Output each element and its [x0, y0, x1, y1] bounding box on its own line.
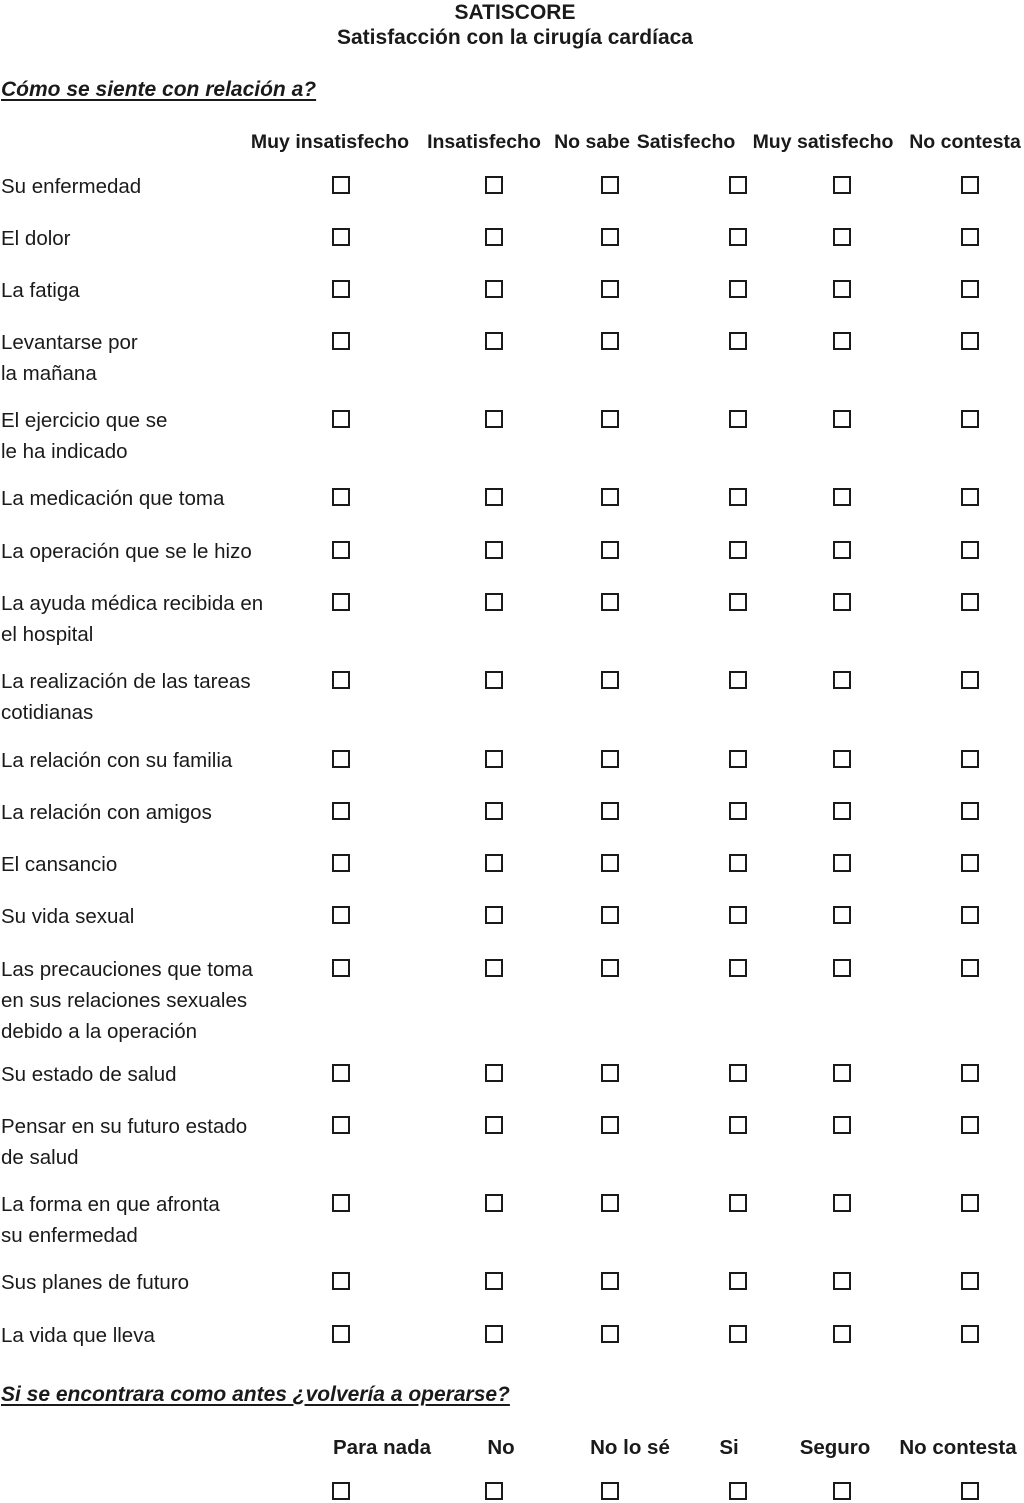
answer-header-no-contesta: No contesta: [899, 1436, 1017, 1459]
checkbox-no-sabe[interactable]: [601, 1272, 619, 1290]
checkbox-insatisfecho[interactable]: [485, 1116, 503, 1134]
question-label: El dolor: [1, 227, 71, 250]
checkbox-no-contesta[interactable]: [961, 228, 979, 246]
column-header-muy-insatisfecho: Muy insatisfecho: [250, 131, 410, 153]
question-label: La medicación que toma: [1, 487, 225, 510]
form-title: SATISCORE: [454, 1, 576, 24]
checkbox-no-sabe[interactable]: [601, 671, 619, 689]
checkbox-muy-insatisfecho[interactable]: [332, 906, 350, 924]
checkbox-no-sabe[interactable]: [601, 332, 619, 350]
checkbox-muy-insatisfecho[interactable]: [332, 280, 350, 298]
checkbox-no-sabe[interactable]: [601, 906, 619, 924]
checkbox-no-contesta[interactable]: [961, 671, 979, 689]
checkbox-satisfecho[interactable]: [729, 541, 747, 559]
checkbox-no-sabe[interactable]: [601, 1116, 619, 1134]
checkbox-muy-satisfecho[interactable]: [833, 959, 851, 977]
checkbox-muy-satisfecho[interactable]: [833, 1116, 851, 1134]
checkbox-no-contesta[interactable]: [961, 1194, 979, 1212]
checkbox-satisfecho[interactable]: [729, 332, 747, 350]
answer-header-para-nada: Para nada: [333, 1436, 431, 1459]
checkbox-muy-satisfecho[interactable]: [833, 488, 851, 506]
checkbox-muy-insatisfecho[interactable]: [332, 802, 350, 820]
checkbox-muy-insatisfecho[interactable]: [332, 671, 350, 689]
checkbox-insatisfecho[interactable]: [485, 906, 503, 924]
checkbox-insatisfecho[interactable]: [485, 1064, 503, 1082]
checkbox-muy-insatisfecho[interactable]: [332, 1116, 350, 1134]
checkbox-no-contesta[interactable]: [961, 906, 979, 924]
checkbox-si[interactable]: [729, 1482, 747, 1500]
checkbox-no-contesta[interactable]: [961, 1064, 979, 1082]
checkbox-muy-insatisfecho[interactable]: [332, 488, 350, 506]
checkbox-muy-insatisfecho[interactable]: [332, 593, 350, 611]
checkbox-no-sabe[interactable]: [601, 228, 619, 246]
section2-question: Si se encontrara como antes ¿volvería a operarse?: [1, 1383, 510, 1406]
question-label: Su enfermedad: [1, 175, 142, 198]
question-label: Su estado de salud: [1, 1063, 177, 1086]
question-label: La fatiga: [1, 279, 80, 302]
question-label: Pensar en su futuro estado de salud: [1, 1115, 248, 1169]
checkbox-no[interactable]: [485, 1482, 503, 1500]
answer-header-seguro: Seguro: [799, 1436, 871, 1459]
checkbox-muy-insatisfecho[interactable]: [332, 854, 350, 872]
checkbox-muy-satisfecho[interactable]: [833, 750, 851, 768]
checkbox-no-sabe[interactable]: [601, 280, 619, 298]
checkbox-muy-satisfecho[interactable]: [833, 228, 851, 246]
checkbox-insatisfecho[interactable]: [485, 332, 503, 350]
checkbox-insatisfecho[interactable]: [485, 1194, 503, 1212]
checkbox-muy-satisfecho[interactable]: [833, 802, 851, 820]
form-subtitle: Satisfacción con la cirugía cardíaca: [337, 26, 693, 49]
checkbox-no-sabe[interactable]: [601, 1064, 619, 1082]
checkbox-insatisfecho[interactable]: [485, 959, 503, 977]
column-header-no-sabe: No sabe: [554, 131, 630, 153]
checkbox-muy-insatisfecho[interactable]: [332, 750, 350, 768]
checkbox-insatisfecho[interactable]: [485, 228, 503, 246]
checkbox-satisfecho[interactable]: [729, 802, 747, 820]
checkbox-no-contesta[interactable]: [961, 802, 979, 820]
checkbox-satisfecho[interactable]: [729, 488, 747, 506]
checkbox-no-contesta[interactable]: [961, 1482, 979, 1500]
checkbox-satisfecho[interactable]: [729, 593, 747, 611]
question-label: Sus planes de futuro: [1, 1271, 190, 1294]
checkbox-no-contesta[interactable]: [961, 332, 979, 350]
checkbox-satisfecho[interactable]: [729, 1116, 747, 1134]
question-label: Las precauciones que toma en sus relaciones sexuales debido a la operación: [1, 958, 253, 1043]
checkbox-no-contesta[interactable]: [961, 1325, 979, 1343]
checkbox-satisfecho[interactable]: [729, 1325, 747, 1343]
checkbox-no-sabe[interactable]: [601, 176, 619, 194]
checkbox-no-sabe[interactable]: [601, 593, 619, 611]
checkbox-muy-satisfecho[interactable]: [833, 1194, 851, 1212]
checkbox-no-contesta[interactable]: [961, 541, 979, 559]
checkbox-satisfecho[interactable]: [729, 1272, 747, 1290]
checkbox-insatisfecho[interactable]: [485, 1325, 503, 1343]
checkbox-no-contesta[interactable]: [961, 593, 979, 611]
checkbox-muy-satisfecho[interactable]: [833, 1325, 851, 1343]
checkbox-muy-satisfecho[interactable]: [833, 541, 851, 559]
question-label: La forma en que afronta su enfermedad: [1, 1193, 220, 1247]
checkbox-seguro[interactable]: [833, 1482, 851, 1500]
checkbox-no-contesta[interactable]: [961, 1116, 979, 1134]
column-header-muy-satisfecho: Muy satisfecho: [752, 131, 894, 153]
question-label: Levantarse por la mañana: [1, 331, 138, 385]
checkbox-no-sabe[interactable]: [601, 802, 619, 820]
checkbox-insatisfecho[interactable]: [485, 671, 503, 689]
checkbox-no-contesta[interactable]: [961, 1272, 979, 1290]
question-label: La relación con amigos: [1, 801, 212, 824]
checkbox-no-sabe[interactable]: [601, 1325, 619, 1343]
checkbox-no-lo-se[interactable]: [601, 1482, 619, 1500]
checkbox-no-contesta[interactable]: [961, 854, 979, 872]
question-label: El ejercicio que se le ha indicado: [1, 409, 168, 463]
checkbox-muy-satisfecho[interactable]: [833, 671, 851, 689]
checkbox-muy-satisfecho[interactable]: [833, 854, 851, 872]
question-label: La vida que lleva: [1, 1324, 155, 1347]
checkbox-insatisfecho[interactable]: [485, 593, 503, 611]
answer-header-no: No: [487, 1436, 515, 1459]
checkbox-insatisfecho[interactable]: [485, 410, 503, 428]
checkbox-insatisfecho[interactable]: [485, 541, 503, 559]
checkbox-satisfecho[interactable]: [729, 1194, 747, 1212]
checkbox-no-contesta[interactable]: [961, 176, 979, 194]
checkbox-no-contesta[interactable]: [961, 410, 979, 428]
checkbox-muy-insatisfecho[interactable]: [332, 1272, 350, 1290]
question-label: El cansancio: [1, 853, 118, 876]
checkbox-no-contesta[interactable]: [961, 959, 979, 977]
checkbox-para-nada[interactable]: [332, 1482, 350, 1500]
checkbox-satisfecho[interactable]: [729, 959, 747, 977]
question-label: La operación que se le hizo: [1, 540, 252, 563]
checkbox-no-sabe[interactable]: [601, 959, 619, 977]
checkbox-insatisfecho[interactable]: [485, 280, 503, 298]
checkbox-muy-satisfecho[interactable]: [833, 593, 851, 611]
answer-header-si: Si: [719, 1436, 739, 1459]
checkbox-no-sabe[interactable]: [601, 541, 619, 559]
checkbox-insatisfecho[interactable]: [485, 750, 503, 768]
checkbox-insatisfecho[interactable]: [485, 802, 503, 820]
question-label: Su vida sexual: [1, 905, 135, 928]
checkbox-no-sabe[interactable]: [601, 488, 619, 506]
question-label: La ayuda médica recibida en el hospital: [1, 592, 264, 646]
checkbox-insatisfecho[interactable]: [485, 1272, 503, 1290]
checkbox-satisfecho[interactable]: [729, 280, 747, 298]
checkbox-no-sabe[interactable]: [601, 750, 619, 768]
checkbox-muy-insatisfecho[interactable]: [332, 332, 350, 350]
checkbox-satisfecho[interactable]: [729, 750, 747, 768]
checkbox-satisfecho[interactable]: [729, 671, 747, 689]
checkbox-insatisfecho[interactable]: [485, 854, 503, 872]
checkbox-muy-satisfecho[interactable]: [833, 332, 851, 350]
checkbox-muy-satisfecho[interactable]: [833, 1272, 851, 1290]
question-label: La relación con su familia: [1, 749, 233, 772]
checkbox-muy-satisfecho[interactable]: [833, 176, 851, 194]
checkbox-insatisfecho[interactable]: [485, 488, 503, 506]
checkbox-muy-insatisfecho[interactable]: [332, 1325, 350, 1343]
checkbox-satisfecho[interactable]: [729, 228, 747, 246]
checkbox-satisfecho[interactable]: [729, 854, 747, 872]
checkbox-no-sabe[interactable]: [601, 854, 619, 872]
checkbox-muy-insatisfecho[interactable]: [332, 959, 350, 977]
checkbox-no-contesta[interactable]: [961, 488, 979, 506]
checkbox-muy-insatisfecho[interactable]: [332, 1194, 350, 1212]
checkbox-insatisfecho[interactable]: [485, 176, 503, 194]
checkbox-muy-satisfecho[interactable]: [833, 1064, 851, 1082]
checkbox-muy-insatisfecho[interactable]: [332, 176, 350, 194]
checkbox-no-sabe[interactable]: [601, 1194, 619, 1212]
checkbox-no-contesta[interactable]: [961, 280, 979, 298]
checkbox-muy-satisfecho[interactable]: [833, 410, 851, 428]
column-header-no-contesta: No contesta: [909, 131, 1021, 153]
checkbox-satisfecho[interactable]: [729, 410, 747, 428]
checkbox-muy-insatisfecho[interactable]: [332, 1064, 350, 1082]
checkbox-no-sabe[interactable]: [601, 410, 619, 428]
checkbox-satisfecho[interactable]: [729, 1064, 747, 1082]
checkbox-muy-insatisfecho[interactable]: [332, 410, 350, 428]
column-header-insatisfecho: Insatisfecho: [427, 131, 541, 153]
checkbox-muy-insatisfecho[interactable]: [332, 541, 350, 559]
question-label: La realización de las tareas cotidianas: [1, 670, 251, 724]
answer-header-no-lo-se: No lo sé: [590, 1436, 670, 1459]
checkbox-muy-satisfecho[interactable]: [833, 280, 851, 298]
column-header-satisfecho: Satisfecho: [636, 131, 736, 153]
section1-question: Cómo se siente con relación a?: [1, 78, 317, 101]
checkbox-satisfecho[interactable]: [729, 176, 747, 194]
checkbox-muy-insatisfecho[interactable]: [332, 228, 350, 246]
checkbox-satisfecho[interactable]: [729, 906, 747, 924]
checkbox-no-contesta[interactable]: [961, 750, 979, 768]
checkbox-muy-satisfecho[interactable]: [833, 906, 851, 924]
